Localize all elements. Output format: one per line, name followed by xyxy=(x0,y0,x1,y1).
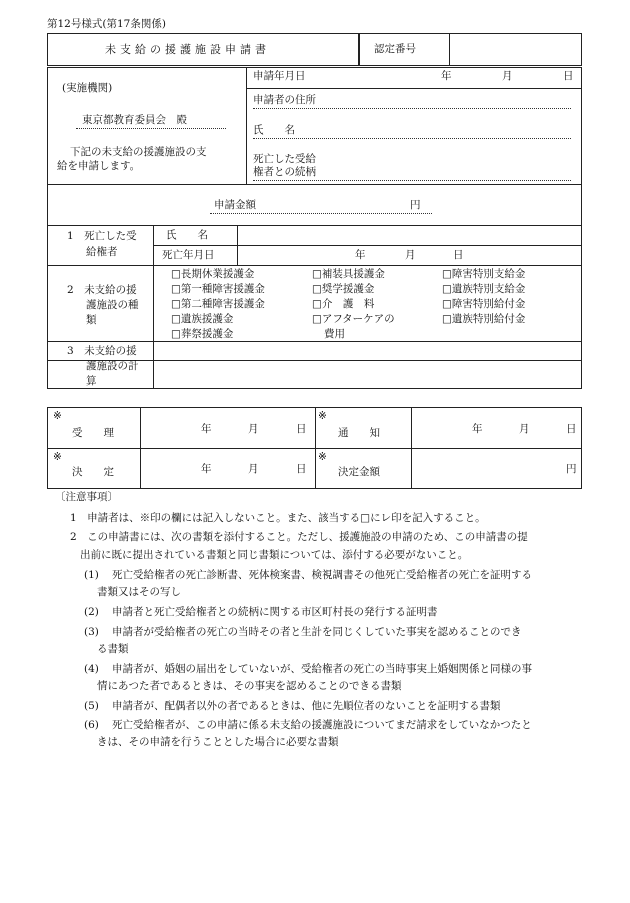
option-disability-benefit[interactable]: □障害特別給付金 xyxy=(442,298,526,310)
option-disability-1[interactable]: □第一種障害援護金 xyxy=(171,283,265,295)
subnote-4-line1: 申請者が、婚姻の届出をしていないが、受給権者の死亡の当時事実上婚姻関係と同様の事 xyxy=(112,663,532,675)
subnote-2-line1: 申請者と死亡受給権者との続柄に関する市区町村長の発行する証明書 xyxy=(112,606,438,618)
application-day: 日 xyxy=(563,70,574,82)
option-long-leave[interactable]: □長期休業援護金 xyxy=(171,268,255,280)
receipt-label: 受 理 xyxy=(72,427,114,439)
mark-decision: ※ xyxy=(53,451,62,463)
section2-label-2: 護施設の種 xyxy=(86,299,139,311)
section1-label-2: 給権者 xyxy=(86,246,118,258)
amount-label: 申請金額 xyxy=(214,199,256,211)
address-label: 申請者の住所 xyxy=(253,94,316,106)
receipt-month: 月 xyxy=(248,423,259,435)
option-nursing[interactable]: □介 護 料 xyxy=(312,298,375,310)
option-aftercare-cont: 費用 xyxy=(324,328,345,340)
subnote-6-num: (6) xyxy=(84,719,99,731)
section1-label-1: 1 死亡した受 xyxy=(67,230,137,242)
option-special-bereaved[interactable]: □遺族特別支給金 xyxy=(442,283,526,295)
decision-month: 月 xyxy=(248,463,259,475)
subnote-2-num: (2) xyxy=(84,606,99,618)
cert-number-label: 認定番号 xyxy=(374,43,416,55)
address-field[interactable] xyxy=(253,108,571,109)
subnote-1-num: (1) xyxy=(84,569,99,581)
subnote-6-line2: きは、その申請を行うこととした場合に必要な書類 xyxy=(97,736,339,748)
decision-year: 年 xyxy=(201,463,212,475)
section3-label-2: 護施設の計 xyxy=(86,360,139,372)
notes-heading: 〔注意事項〕 xyxy=(55,491,118,503)
notice-label: 通 知 xyxy=(338,427,380,439)
intro-line2: 給を申請します。 xyxy=(57,160,141,172)
mark-notice: ※ xyxy=(318,410,327,422)
relation-label-2: 権者との続柄 xyxy=(253,166,316,178)
decided-amount-label: 決定金額 xyxy=(338,466,380,478)
note-1: 1 申請者は、※印の欄には記入しないこと。また、該当する□にレ印を記入すること。 xyxy=(70,512,486,524)
deceased-name-label: 氏 名 xyxy=(166,229,208,241)
option-bereaved-benefit[interactable]: □遺族特別給付金 xyxy=(442,313,526,325)
subnote-5-num: (5) xyxy=(84,700,99,712)
relation-label-1: 死亡した受給 xyxy=(253,153,316,165)
addressee: 東京都教育委員会 殿 xyxy=(82,114,187,126)
applicant-name-field[interactable] xyxy=(253,138,571,139)
option-prosthetic[interactable]: □補装具援護金 xyxy=(312,268,385,280)
subnote-4-num: (4) xyxy=(84,663,99,675)
section2-label-1: 2 未支給の援 xyxy=(67,284,137,296)
mark-amount: ※ xyxy=(318,451,327,463)
intro-line1: 下記の未支給の援護施設の支 xyxy=(70,146,207,158)
option-scholarship[interactable]: □奨学援護金 xyxy=(312,283,375,295)
notice-month: 月 xyxy=(519,423,530,435)
note-2-line2: 出前に既に提出されている書類と同じ書類については、添付する必要がないこと。 xyxy=(80,549,469,561)
form-id: 第12号様式(第17条関係) xyxy=(47,18,166,30)
option-funeral[interactable]: □葬祭援護金 xyxy=(171,328,234,340)
application-year: 年 xyxy=(441,70,452,82)
option-aftercare[interactable]: □アフターケアの xyxy=(312,313,395,325)
receipt-year: 年 xyxy=(201,423,212,435)
receipt-day: 日 xyxy=(296,423,307,435)
subnote-1-line1: 死亡受給権者の死亡診断書、死体検案書、検視調書その他死亡受給権者の死亡を証明する xyxy=(112,569,532,581)
option-special-disability[interactable]: □障害特別支給金 xyxy=(442,268,526,280)
institution-label: (実施機関) xyxy=(62,82,113,94)
applicant-name-label: 氏 名 xyxy=(253,124,295,136)
relation-field[interactable] xyxy=(253,180,571,181)
subnote-5-line1: 申請者が、配偶者以外の者であるときは、他に先順位者のないことを証明する書類 xyxy=(112,700,501,712)
subnote-3-line2: る書類 xyxy=(97,643,129,655)
application-month: 月 xyxy=(502,70,513,82)
death-year: 年 xyxy=(355,249,366,261)
subnote-6-line1: 死亡受給権者が、この申請に係る未支給の援護施設についてまだ請求をしていなかつたと xyxy=(112,719,532,731)
death-day: 日 xyxy=(453,249,464,261)
decision-day: 日 xyxy=(296,463,307,475)
subnote-3-line1: 申請者が受給権者の死亡の当時その者と生計を同じくしていた事実を認めることのでき xyxy=(112,626,522,638)
section3-label-3: 算 xyxy=(86,375,97,387)
amount-unit: 円 xyxy=(410,199,421,211)
decision-label: 決 定 xyxy=(72,466,114,478)
subnote-3-num: (3) xyxy=(84,626,99,638)
note-2-line1: 2 この申請書には、次の書類を添付すること。ただし、援護施設の申請のため、この申請書の提 xyxy=(70,531,528,543)
amount-field[interactable] xyxy=(210,213,432,214)
section2-label-3: 類 xyxy=(86,314,97,326)
subnote-1-line2: 書類又はその写し xyxy=(97,586,181,598)
notice-year: 年 xyxy=(472,423,483,435)
death-date-label: 死亡年月日 xyxy=(162,249,215,261)
application-date-label: 申請年月日 xyxy=(253,70,306,82)
option-disability-2[interactable]: □第二種障害援護金 xyxy=(171,298,265,310)
death-month: 月 xyxy=(405,249,416,261)
decided-amount-unit: 円 xyxy=(566,463,577,475)
subnote-4-line2: 情にあつた者であるときは、その事実を認めることのできる書類 xyxy=(97,680,402,692)
section3-label-1: 3 未支給の援 xyxy=(67,345,137,357)
mark-receipt: ※ xyxy=(53,410,62,422)
notice-day: 日 xyxy=(566,423,577,435)
option-bereaved[interactable]: □遺族援護金 xyxy=(171,313,234,325)
form-title: 未支給の援護施設申請書 xyxy=(105,43,270,56)
